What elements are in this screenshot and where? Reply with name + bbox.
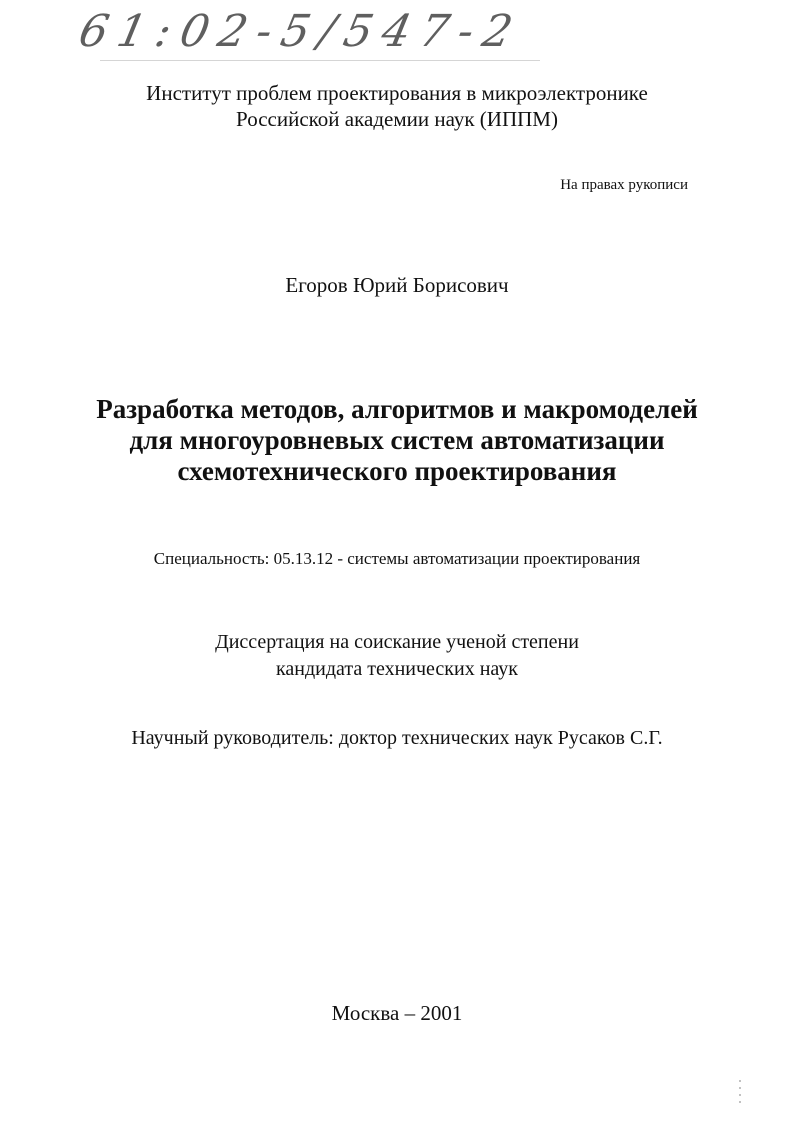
city-year: Москва – 2001 [331,1001,463,1025]
rights-note: На правах рукописи [560,177,688,193]
degree-line-1: Диссертация на соискание ученой степени [215,631,579,653]
archive-number-text: 61:02-5/547-2 [74,6,527,57]
title-line-2: для многоуровневых систем автоматизации [129,425,665,455]
supervisor-line: Научный руководитель: доктор технических наук Русаков С.Г. [131,727,663,749]
scan-artifact-marks [736,1075,746,1115]
institute-block [0,80,794,132]
specialty-line: Специальность: 05.13.12 - системы автоматизации проектирования [153,549,641,568]
institute-line-1: Институт проблем проектирования в микроэлектронике [146,81,648,105]
handwritten-archive-number [74,6,550,68]
degree-block [0,629,794,683]
title-line-3: схемотехнического проектирования [177,456,617,486]
author-name: Егоров Юрий Борисович [285,273,509,297]
institute-line-2: Российской академии наук (ИППМ) [236,107,558,131]
title-line-1: Разработка методов, алгоритмов и макромоделей [96,394,698,424]
degree-line-2: кандидата технических наук [275,658,519,680]
dissertation-title [0,394,794,487]
archive-number-underline [100,60,540,61]
